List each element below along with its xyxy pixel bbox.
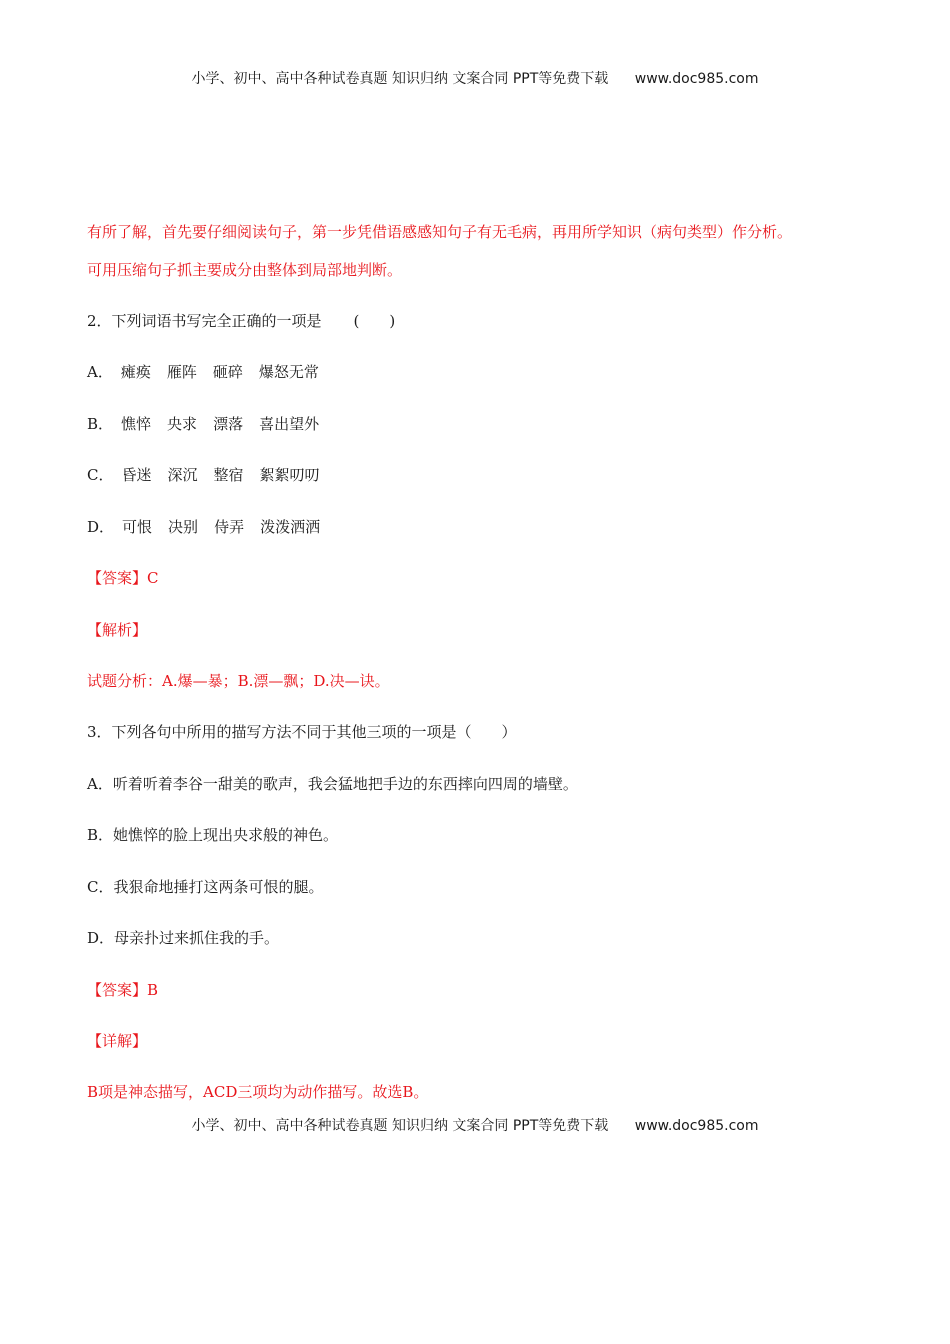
- q3-detail-label: 【详解】: [87, 1032, 148, 1050]
- option-letter: D．: [87, 518, 115, 536]
- q2-option-a: [87, 362, 335, 382]
- page-header: [0, 68, 950, 88]
- option-word: 决别: [168, 518, 199, 536]
- q3-option-c: C．我狠命地捶打这两条可恨的腿。: [87, 878, 324, 896]
- header-text: 小学、初中、高中各种试卷真题 知识归纳 文案合同 PPT等免费下载: [191, 71, 609, 87]
- q2-answer-paren: ( ): [353, 312, 396, 330]
- q2-option-b: [87, 414, 335, 434]
- option-word: 央求: [167, 415, 198, 433]
- q2-analysis-label: 【解析】: [87, 621, 148, 639]
- option-word: 瘫痪: [120, 363, 151, 381]
- option-word: 泼泼洒洒: [260, 518, 321, 536]
- q2-answer: 【答案】C: [87, 569, 159, 587]
- option-word: 爆怒无常: [258, 363, 319, 381]
- option-word: 喜出望外: [259, 415, 320, 433]
- option-word: 整宿: [213, 466, 244, 484]
- option-letter: C．: [87, 466, 114, 484]
- option-word: 昏迷: [121, 466, 152, 484]
- option-word: 漂落: [213, 415, 244, 433]
- option-word: 憔悴: [121, 415, 152, 433]
- option-word: 雁阵: [166, 363, 197, 381]
- option-letter: A．: [87, 363, 113, 381]
- q3-detail: B项是神态描写，ACD三项均为动作描写。故选B。: [87, 1083, 429, 1101]
- footer-text: 小学、初中、高中各种试卷真题 知识归纳 文案合同 PPT等免费下载: [191, 1118, 609, 1134]
- q2-option-d: [87, 517, 336, 537]
- intro-line-2: 可用压缩句子抓主要成分由整体到局部地判断。: [87, 261, 403, 279]
- q2-option-c: [87, 465, 336, 485]
- header-site-link[interactable]: www.doc985.com: [634, 71, 759, 87]
- option-word: 侍弄: [214, 518, 245, 536]
- option-word: 絮絮叨叨: [259, 466, 320, 484]
- q2-analysis: 试题分析：A.爆—暴；B.漂—飘；D.决—诀。: [87, 672, 390, 690]
- option-letter: B．: [87, 415, 114, 433]
- q3-answer: 【答案】B: [87, 981, 159, 999]
- option-word: 砸碎: [212, 363, 243, 381]
- page-footer: [0, 1115, 950, 1135]
- q2-stem: [87, 311, 395, 331]
- q3-option-a: A．听着听着李谷一甜美的歌声，我会猛地把手边的东西摔向四周的墙壁。: [87, 775, 578, 793]
- option-word: 可恨: [122, 518, 153, 536]
- q3-option-b: B．她憔悴的脸上现出央求般的神色。: [87, 826, 339, 844]
- option-word: 深沉: [167, 466, 198, 484]
- intro-line-1: 有所了解，首先要仔细阅读句子，第一步凭借语感感知句子有无毛病，再用所学知识（病句类型）作分析。: [87, 223, 793, 241]
- q3-option-d: D．母亲扑过来抓住我的手。: [87, 929, 280, 947]
- q3-stem: 3．下列各句中所用的描写方法不同于其他三项的一项是（ ）: [87, 723, 517, 741]
- footer-site-link[interactable]: www.doc985.com: [634, 1118, 759, 1134]
- q2-stem-text: 2．下列词语书写完全正确的一项是: [87, 312, 322, 330]
